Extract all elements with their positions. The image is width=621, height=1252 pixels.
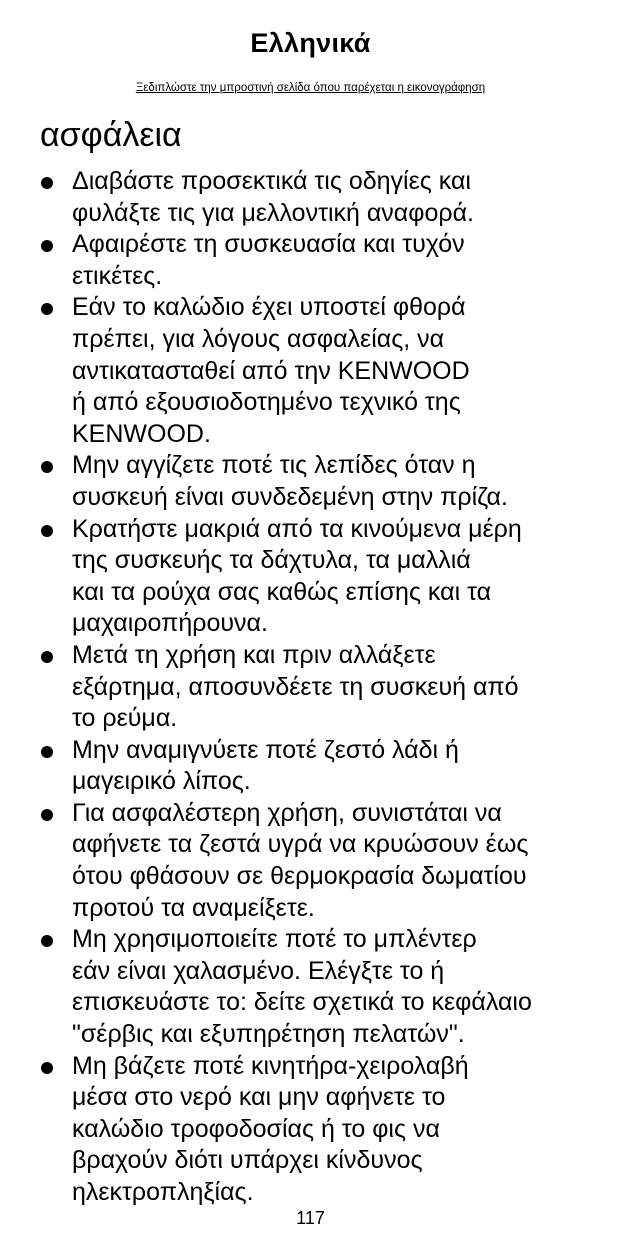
safety-list-item bbox=[40, 166, 600, 229]
bullet-icon bbox=[41, 935, 53, 947]
safety-item-text-line: ότου φθάσουν σε θερμοκρασία δωματίου bbox=[72, 862, 527, 891]
safety-item-text-line: φυλάξτε τις για μελλοντική αναφορά. bbox=[72, 198, 474, 227]
safety-item-text-line: "σέρβις και εξυπηρέτηση πελατών". bbox=[72, 1020, 465, 1049]
safety-item-text-line: μαχαιροπήρουνα. bbox=[72, 609, 268, 638]
safety-list-item bbox=[40, 735, 600, 798]
safety-list-item bbox=[40, 450, 600, 513]
safety-list-item bbox=[40, 229, 600, 292]
safety-list-item bbox=[40, 292, 600, 450]
safety-item-text-line: μέσα στο νερό και μην αφήνετε το bbox=[72, 1083, 446, 1112]
language-title: Ελληνικά bbox=[250, 28, 371, 58]
safety-item-text-line: της συσκευής τα δάχτυλα, τα μαλλιά bbox=[72, 546, 471, 575]
bullet-icon bbox=[41, 1062, 53, 1074]
bullet-icon bbox=[41, 809, 53, 821]
safety-item-text-line: προτού τα αναμείξετε. bbox=[72, 893, 315, 922]
safety-item-text-line: Μη χρησιμοποιείτε ποτέ το μπλέντερ bbox=[72, 925, 477, 954]
page-number: 117 bbox=[296, 1208, 325, 1228]
safety-item-text-line: πρέπει, για λόγους ασφαλείας, να bbox=[72, 324, 445, 353]
safety-item-text-line: εάν είναι χαλασμένο. Ελέγξτε το ή bbox=[72, 956, 445, 985]
safety-list-item bbox=[40, 640, 600, 735]
safety-list bbox=[40, 166, 600, 1209]
safety-item-text-line: ετικέτες. bbox=[72, 261, 163, 290]
safety-list-item bbox=[40, 514, 600, 640]
safety-item-text-line: Μην αγγίζετε ποτέ τις λεπίδες όταν η bbox=[72, 451, 476, 480]
safety-item-text-line: Μετά τη χρήση και πριν αλλάξετε bbox=[72, 640, 436, 669]
bullet-icon bbox=[41, 651, 53, 663]
safety-item-text-line: καλώδιο τροφοδοσίας ή το φις να bbox=[72, 1114, 440, 1143]
section-heading-safety: ασφάλεια bbox=[40, 116, 182, 154]
safety-item-text-line: επισκευάστε το: δείτε σχετικά το κεφάλαιο bbox=[72, 988, 532, 1017]
safety-list-item bbox=[40, 1051, 600, 1209]
safety-item-text-line: Μην αναμιγνύετε ποτέ ζεστό λάδι ή bbox=[72, 735, 459, 764]
fold-out-instruction: Ξεδιπλώστε την μπροστινή σελίδα όπου παρέχεται η εικονογράφηση bbox=[135, 82, 486, 94]
bullet-icon bbox=[41, 240, 53, 252]
safety-item-text-line: ηλεκτροπληξίας. bbox=[72, 1178, 254, 1206]
safety-item-text-line: Εάν το καλώδιο έχει υποστεί φθορά bbox=[72, 293, 466, 322]
safety-list-item bbox=[40, 924, 600, 1050]
safety-list-item bbox=[40, 798, 600, 924]
bullet-icon bbox=[41, 177, 53, 189]
safety-item-text-line: αφήνετε τα ζεστά υγρά να κρυώσουν έως bbox=[72, 830, 529, 859]
safety-item-text-line: μαγειρικό λίπος. bbox=[72, 767, 251, 796]
safety-item-text-line: βραχούν διότι υπάρχει κίνδυνος bbox=[72, 1146, 423, 1175]
safety-item-text-line: αντικατασταθεί από την KENWOOD bbox=[72, 356, 470, 385]
safety-item-text-line: ή από εξουσιοδοτημένο τεχνικό της bbox=[72, 388, 461, 417]
safety-item-text-line: Διαβάστε προσεκτικά τις οδηγίες και bbox=[72, 167, 471, 195]
safety-item-text-line: Για ασφαλέστερη χρήση, συνιστάται να bbox=[72, 798, 502, 827]
safety-item-text-line: εξάρτημα, αποσυνδέετε τη συσκευή από bbox=[72, 672, 519, 701]
bullet-icon bbox=[41, 303, 53, 315]
bullet-icon bbox=[41, 746, 53, 758]
safety-item-text-line: και τα ρούχα σας καθώς επίσης και τα bbox=[72, 577, 492, 606]
bullet-icon bbox=[41, 461, 53, 473]
bullet-icon bbox=[41, 525, 53, 537]
safety-item-text-line: Αφαιρέστε τη συσκευασία και τυχόν bbox=[72, 230, 465, 259]
safety-item-text-line: Κρατήστε μακριά από τα κινούμενα μέρη bbox=[72, 514, 522, 543]
safety-item-text-line: KENWOOD. bbox=[72, 419, 211, 448]
safety-item-text-line: Μη βάζετε ποτέ κινητήρα-χειρολαβή bbox=[72, 1051, 469, 1080]
safety-item-text-line: το ρεύμα. bbox=[72, 704, 178, 733]
safety-item-text-line: συσκευή είναι συνδεδεμένη στην πρίζα. bbox=[72, 482, 508, 511]
